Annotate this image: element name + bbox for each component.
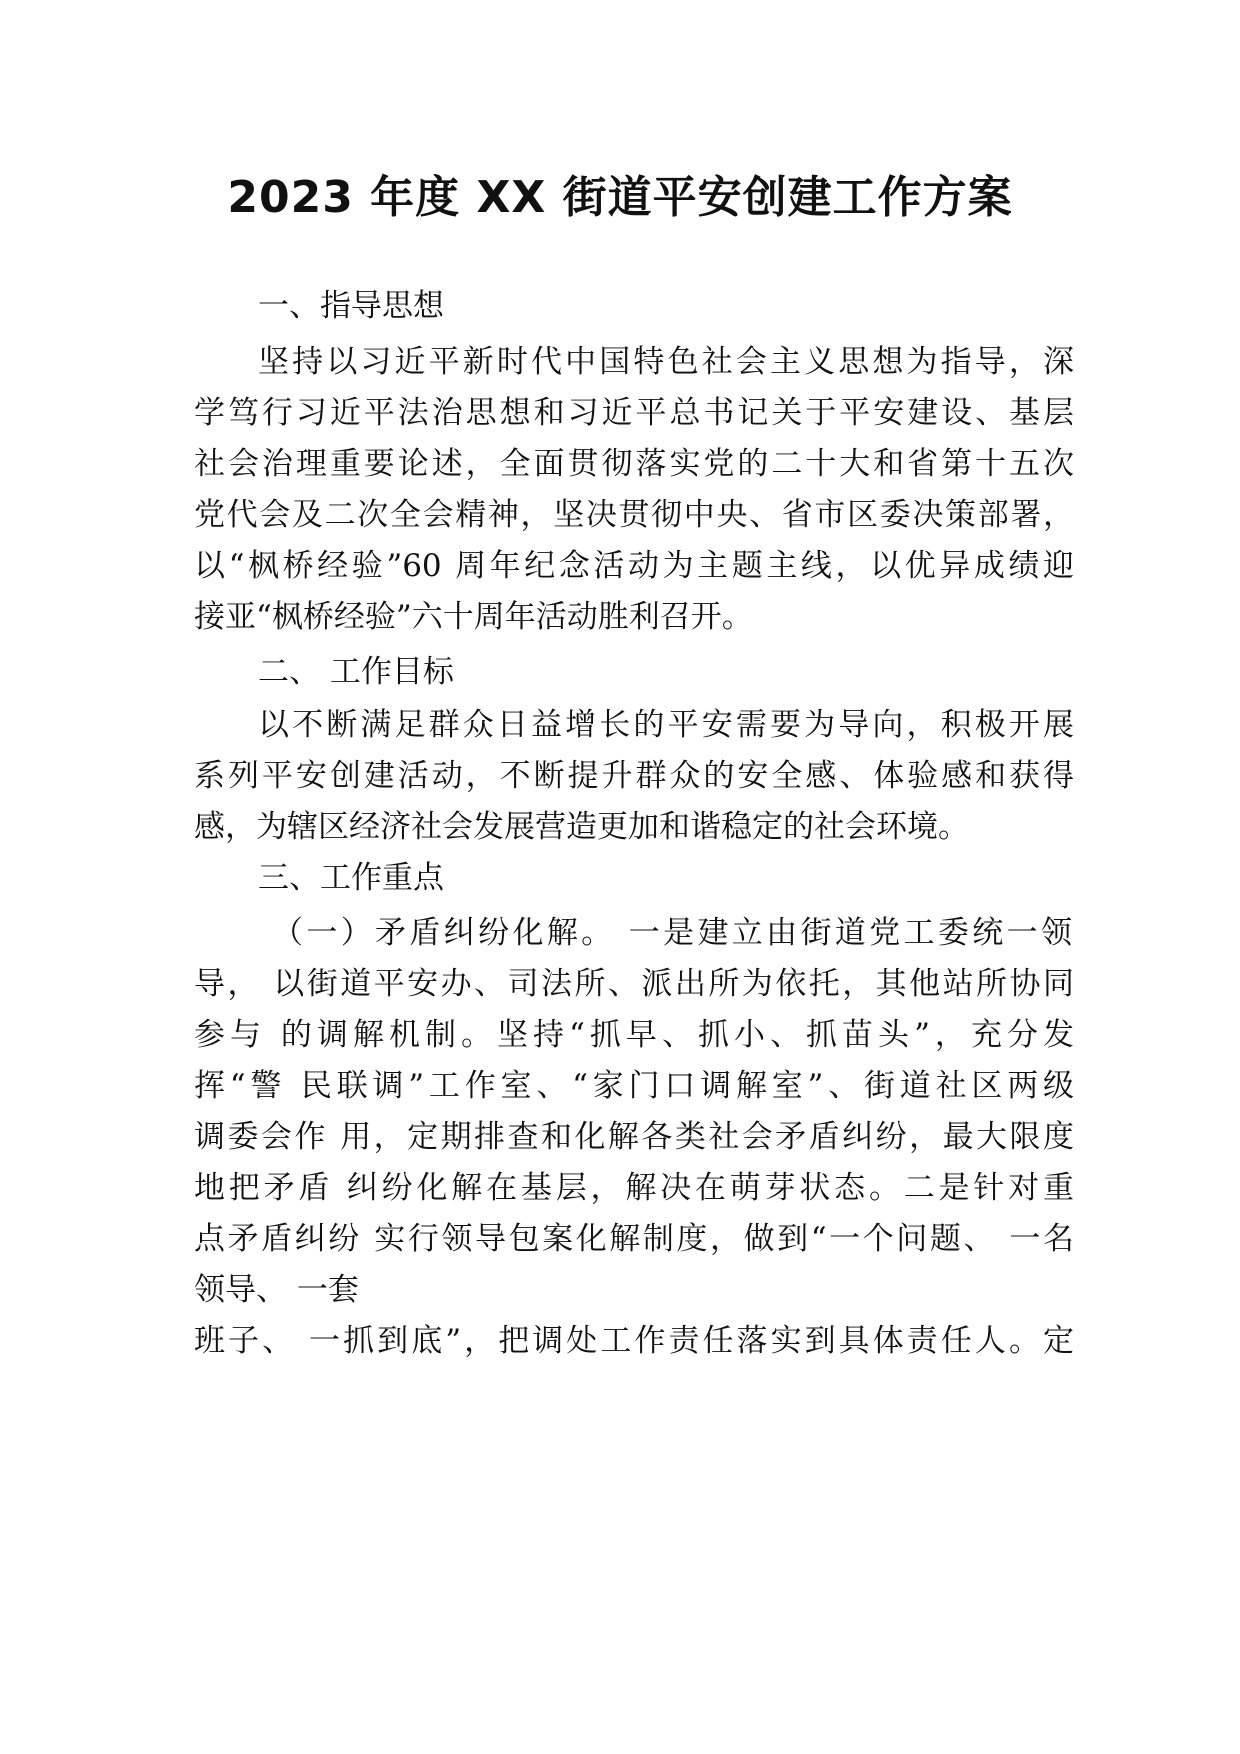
paragraph-line: 以不断满足群众日益增长的平安需要为导向，积极开展 [258,707,1074,743]
section-heading-work-focus: 三、工作重点 [258,860,444,896]
paragraph-line: 系列平安创建活动，不断提升群众的安全感、体验感和获得 [194,758,1074,794]
paragraph-line: 参与 的调解机制。坚持“抓早、抓小、抓苗头”，充分发 [194,1017,1074,1053]
paragraph-line: 点矛盾纠纷 实行领导包案化解制度，做到“一个问题、 一名 [194,1221,1074,1257]
paragraph-line: 党代会及二次全会精神，坚决贯彻中央、省市区委决策部署， [194,497,1074,533]
paragraph-line: 坚持以习近平新时代中国特色社会主义思想为指导，深 [258,344,1074,380]
paragraph-line: 以“枫桥经验”60 周年纪念活动为主题主线，以优异成绩迎 [194,548,1074,584]
paragraph-line: 学笃行习近平法治思想和习近平总书记关于平安建设、基层 [194,395,1074,431]
paragraph-line: 社会治理重要论述，全面贯彻落实党的二十大和省第十五次 [194,446,1074,482]
page-title: 2023 年度 XX 街道平安创建工作方案 [227,172,1013,223]
paragraph-line: 领导、 一套 [194,1272,359,1308]
paragraph-line: 地把矛盾 纠纷化解在基层，解决在萌芽状态。二是针对重 [194,1170,1074,1206]
paragraph-line: 感，为辖区经济社会发展营造更加和谐稳定的社会环境。 [194,809,969,845]
section-heading-work-goals: 二、 工作目标 [258,654,454,690]
paragraph-line: 导， 以街道平安办、司法所、派出所为依托，其他站所协同 [194,966,1074,1002]
paragraph-line: 班子、 一抓到底”，把调处工作责任落实到具体责任人。定 [194,1323,1074,1359]
paragraph-line: 接亚“枫桥经验”六十周年活动胜利召开。 [194,599,753,635]
paragraph-line: 调委会作 用，定期排查和化解各类社会矛盾纠纷，最大限度 [194,1119,1074,1155]
section-heading-guiding-ideology: 一、指导思想 [258,288,444,324]
paragraph-line: （一）矛盾纠纷化解。 一是建立由街道党工委统一领 [272,915,1072,951]
paragraph-line: 挥“警 民联调”工作室、“家门口调解室”、街道社区两级 [194,1068,1074,1104]
